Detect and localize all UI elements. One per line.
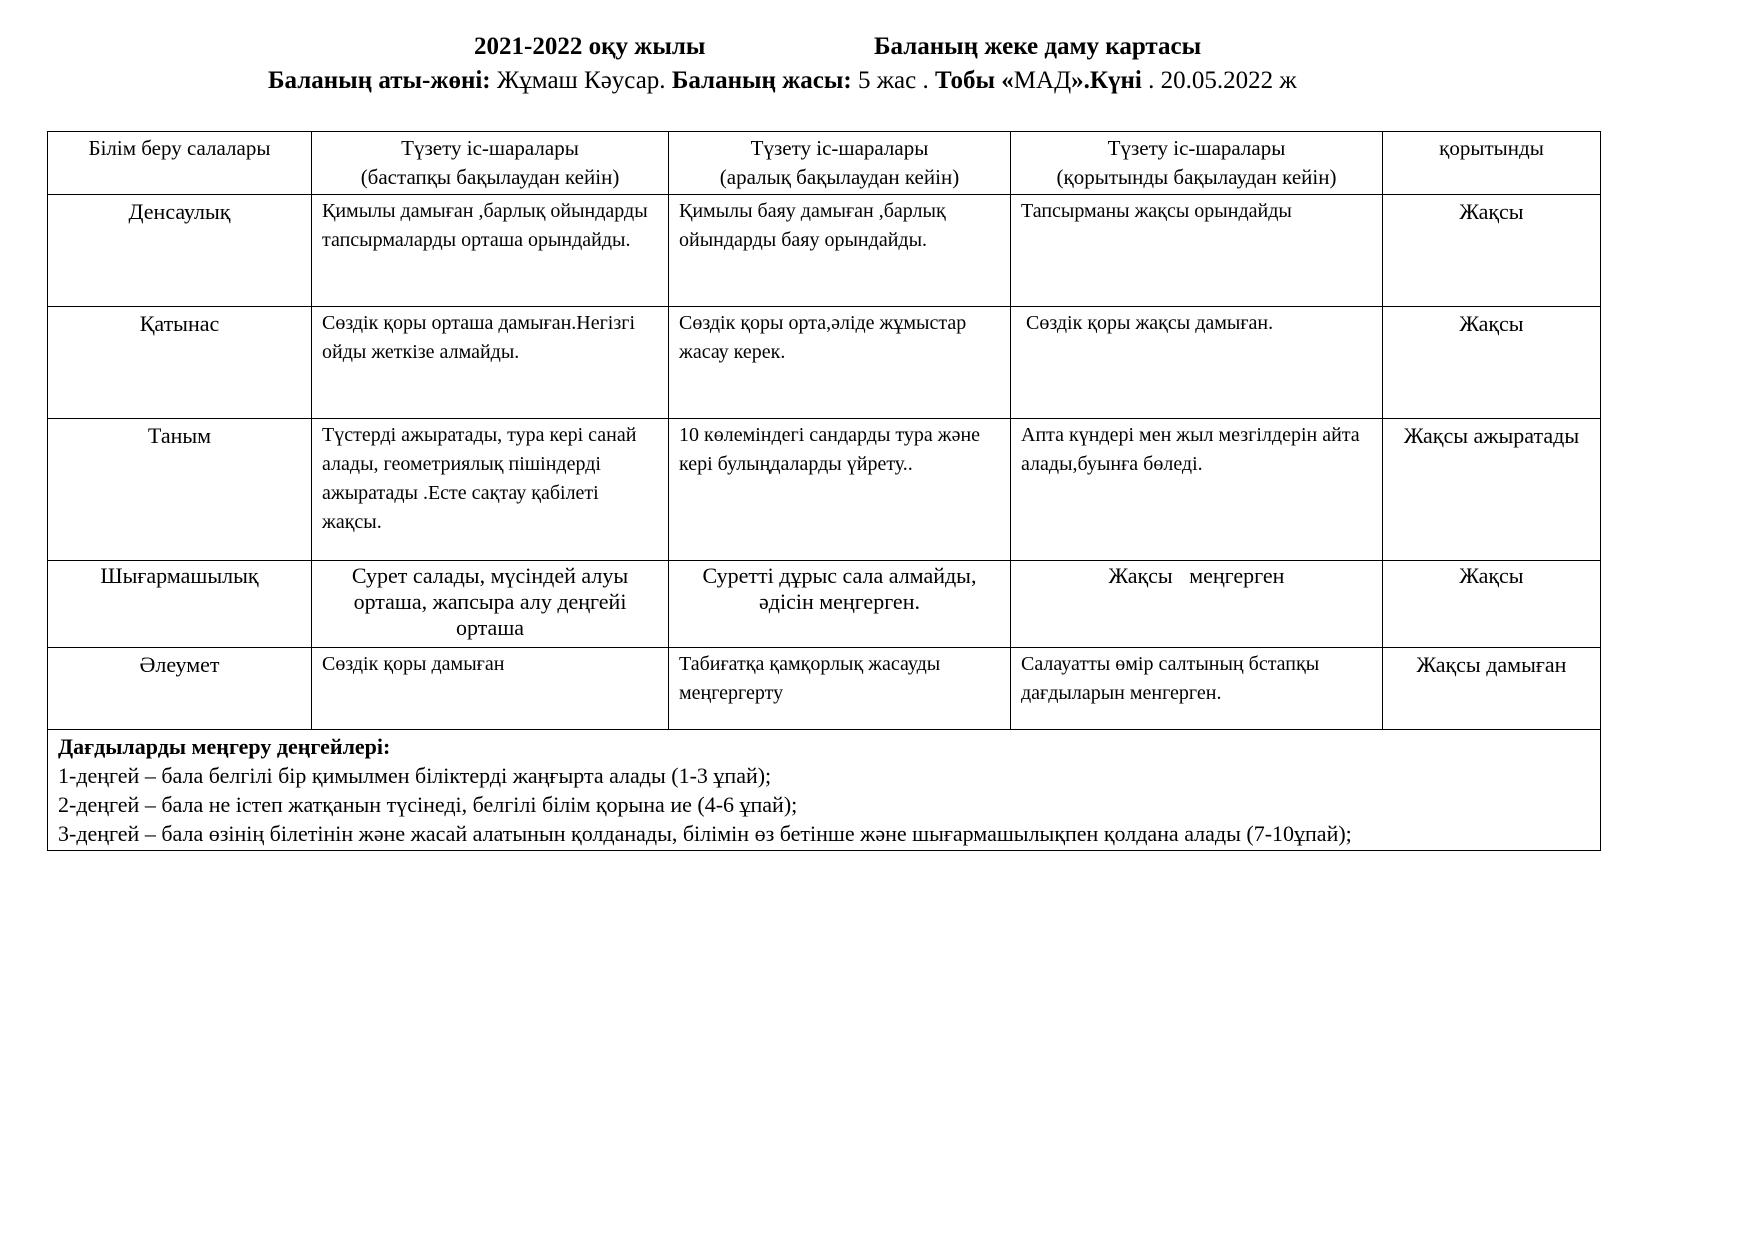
area-cell: Таным bbox=[48, 419, 312, 561]
area-cell: Шығармашылық bbox=[48, 561, 312, 648]
academic-year: 2021-2022 оқу жылы bbox=[474, 33, 706, 60]
interim-cell: Табиғатқа қамқорлық жасауды меңгергерту bbox=[669, 648, 1011, 730]
age-value: 5 жас . bbox=[851, 67, 935, 94]
age-label: Баланың жасы: bbox=[671, 67, 852, 94]
interim-cell: Қимылы баяу дамыған ,барлық ойындарды баяу орындайды. bbox=[669, 195, 1011, 307]
header-initial-line1: Түзету іс-шаралары bbox=[401, 136, 579, 160]
area-cell: Қатынас bbox=[48, 307, 312, 419]
header-interim-line1: Түзету іс-шаралары bbox=[750, 136, 929, 160]
date-label: Күні bbox=[1089, 67, 1142, 94]
group-label: Тобы « bbox=[934, 67, 1014, 94]
header-line-1 bbox=[0, 30, 1755, 64]
result-cell: Жақсы дамыған bbox=[1383, 648, 1601, 730]
final-cell: Жақсы меңгерген bbox=[1011, 561, 1383, 648]
result-cell: Жақсы bbox=[1383, 307, 1601, 419]
header-initial-line2: (бастапқы бақылаудан кейін) bbox=[360, 165, 620, 189]
date-value: . 20.05.2022 ж bbox=[1141, 67, 1297, 94]
interim-cell: Сөздік қоры орта,әліде жұмыстар жасау керек. bbox=[669, 307, 1011, 419]
table-row bbox=[48, 561, 1601, 648]
group-value: МАД bbox=[1013, 67, 1072, 94]
header-interim-line2: (аралық бақылаудан кейін) bbox=[719, 165, 960, 189]
result-cell: Жақсы bbox=[1383, 561, 1601, 648]
initial-cell: Қимылы дамыған ,барлық ойындарды тапсырмаларды орташа орындайды. bbox=[312, 195, 669, 307]
area-cell: Әлеумет bbox=[48, 648, 312, 730]
final-cell: Апта күндері мен жыл мезгілдерін айта алады,буынға бөледі. bbox=[1011, 419, 1383, 561]
development-card-table bbox=[47, 131, 1601, 851]
levels-title: Дағдыларды меңгеру деңгейлері: bbox=[58, 734, 391, 759]
initial-cell: Сөздік қоры дамыған bbox=[312, 648, 669, 730]
header-initial-measures bbox=[312, 132, 669, 195]
name-value: Жұмаш Кәусар. bbox=[490, 67, 666, 94]
table-row bbox=[48, 307, 1601, 419]
final-cell: Салауатты өмір салтының бстапқы дағдыларын менгерген. bbox=[1011, 648, 1383, 730]
table-row bbox=[48, 195, 1601, 307]
initial-cell: Сөздік қоры орташа дамыған.Негізгі ойды жеткізе алмайды. bbox=[312, 307, 669, 419]
header-line-2 bbox=[268, 64, 1297, 98]
interim-cell: Суретті дұрыс сала алмайды, әдісін меңгерген. bbox=[669, 561, 1011, 648]
initial-cell: Сурет салады, мүсіндей алуы орташа, жапсыра алу деңгейі орташа bbox=[312, 561, 669, 648]
result-cell: Жақсы bbox=[1383, 195, 1601, 307]
header-education-areas: Білім беру салалары bbox=[48, 132, 312, 195]
table-row bbox=[48, 419, 1601, 561]
initial-cell: Түстерді ажыратады, тура кері санай алады, геометриялық пішіндерді ажыратады .Есте сақтау қабілеті жақсы. bbox=[312, 419, 669, 561]
document-header bbox=[0, 30, 1755, 94]
name-label: Баланың аты-жөні: bbox=[268, 67, 491, 94]
final-cell: Сөздік қоры жақсы дамыған. bbox=[1011, 307, 1383, 419]
table-header-row bbox=[48, 132, 1601, 195]
header-interim-measures bbox=[669, 132, 1011, 195]
final-cell: Тапсырманы жақсы орындайды bbox=[1011, 195, 1383, 307]
header-final-line2: (қорытынды бақылаудан кейін) bbox=[1056, 165, 1337, 189]
header-conclusion: қорытынды bbox=[1383, 132, 1601, 195]
level-item: 3-деңгей – бала өзінің білетінін және жасай алатынын қолданады, білімін өз бетінше және шығармашылықпен қолдана алады (7-10ұпай); bbox=[58, 821, 1352, 846]
group-close: ». bbox=[1071, 67, 1090, 94]
area-cell: Денсаулық bbox=[48, 195, 312, 307]
interim-cell: 10 көлеміндегі сандарды тура және кері булыңдаларды үйрету.. bbox=[669, 419, 1011, 561]
level-item: 1-деңгей – бала белгілі бір қимылмен біліктерді жаңғырта алады (1-3 ұпай); bbox=[58, 763, 772, 788]
table-row bbox=[48, 648, 1601, 730]
levels-row bbox=[48, 730, 1601, 851]
header-final-measures bbox=[1011, 132, 1383, 195]
result-cell: Жақсы ажыратады bbox=[1383, 419, 1601, 561]
levels-cell bbox=[48, 730, 1601, 851]
document-title: Баланың жеке даму картасы bbox=[874, 33, 1202, 60]
header-final-line1: Түзету іс-шаралары bbox=[1107, 136, 1286, 160]
level-item: 2-деңгей – бала не істеп жатқанын түсінеді, белгілі білім қорына ие (4-6 ұпай); bbox=[58, 792, 798, 817]
